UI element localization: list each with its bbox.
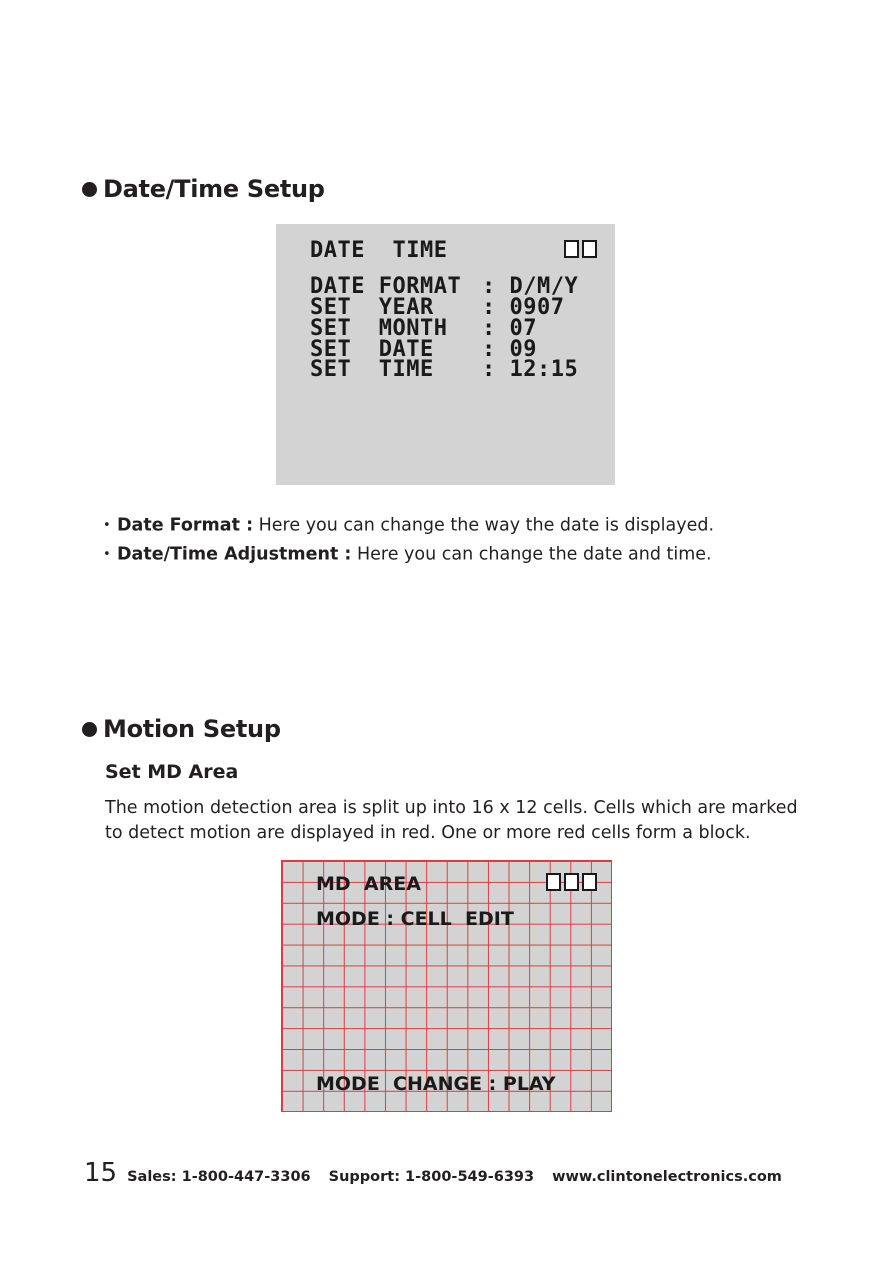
md-area-grid-screen — [281, 860, 612, 1112]
osd-row-set-month: SET MONTH : 07 — [310, 316, 537, 341]
square-icon — [564, 240, 579, 258]
bullet-icon: • — [103, 518, 111, 533]
osd-row-date-format: DATE FORMAT : D/M/Y — [310, 274, 579, 299]
osd-heading: DATE TIME — [310, 238, 448, 263]
date-time-osd-screen — [276, 224, 615, 485]
md-indicator-boxes — [546, 873, 597, 891]
osd-indicator-boxes — [564, 240, 597, 258]
md-mode-change-line: MODE CHANGE : PLAY — [316, 1073, 556, 1095]
support-phone: Support: 1-800-549-6393 — [328, 1169, 535, 1185]
osd-row-set-year: SET YEAR : 0907 — [310, 295, 565, 320]
md-mode-line: MODE : CELL EDIT — [316, 908, 514, 930]
motion-title-text: Motion Setup — [103, 715, 281, 743]
square-icon — [564, 873, 579, 891]
date-time-section-title — [82, 175, 325, 203]
bullet-dot-icon — [82, 722, 97, 737]
osd-row-set-date: SET DATE : 09 — [310, 337, 537, 362]
square-icon — [582, 873, 597, 891]
sales-phone: Sales: 1-800-447-3306 — [127, 1169, 311, 1185]
page-footer — [84, 1158, 800, 1188]
date-time-title-text: Date/Time Setup — [103, 175, 325, 203]
motion-section-title — [82, 715, 281, 743]
motion-description: The motion detection area is split up into 16 x 12 cells. Cells which are marked to detect motion are displayed in red. One or more red cells form a block. — [105, 798, 798, 843]
bullet-date-format: • Date Format : Here you can change the way the date is displayed. — [103, 511, 714, 541]
page-number: 15 — [84, 1158, 118, 1188]
bullet-icon: • — [103, 547, 111, 562]
md-area-heading: MD AREA — [316, 873, 421, 895]
square-icon — [546, 873, 561, 891]
bullet-date-time-adjustment: • Date/Time Adjustment : Here you can change the date and time. — [103, 540, 712, 570]
website-link: www.clintonelectronics.com — [552, 1169, 782, 1185]
bullet-dot-icon — [82, 182, 97, 197]
set-md-area-heading: Set MD Area — [105, 761, 239, 783]
osd-row-set-time: SET TIME : 12:15 — [310, 357, 579, 382]
square-icon — [582, 240, 597, 258]
